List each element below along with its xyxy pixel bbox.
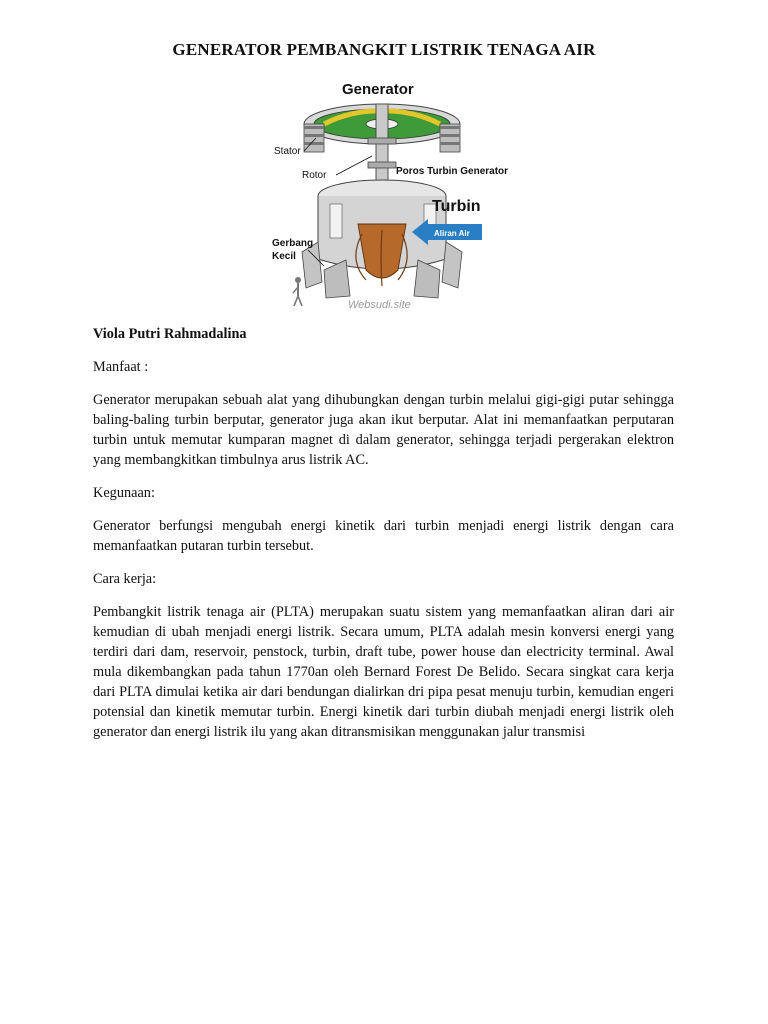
label-generator: Generator bbox=[342, 81, 414, 98]
label-shaft: Poros Turbin Generator bbox=[396, 166, 508, 177]
author-name: Viola Putri Rahmadalina bbox=[93, 326, 247, 342]
label-stator: Stator bbox=[274, 146, 301, 157]
label-gerbang-line1: Gerbang bbox=[272, 238, 314, 249]
label-turbin: Turbin bbox=[432, 198, 481, 215]
section-heading-cara-kerja: Cara kerja: bbox=[93, 571, 157, 587]
section-heading-manfaat: Manfaat : bbox=[93, 359, 149, 375]
label-gerbang-line2: Kecil bbox=[272, 251, 296, 262]
section-body-manfaat: Generator merupakan sebuah alat yang dihubungkan dengan turbin melalui gigi-gigi putar sehingga baling-baling turbin berputar, generator juga akan ikut berputar. Alat ini memanfaatkan perputaran turbin untuk memutar kumparan magnet di dalam generator, sehingga terjadi pergerakan elektron yang membangkitkan timbulnya arus listrik AC. bbox=[93, 392, 674, 468]
label-rotor: Rotor bbox=[302, 170, 327, 181]
document-body bbox=[93, 324, 674, 755]
label-aliran-air: Aliran Air bbox=[434, 229, 470, 238]
section-heading-kegunaan: Kegunaan: bbox=[93, 485, 155, 501]
watermark: Websudi.site bbox=[348, 299, 411, 311]
human-scale-figure bbox=[293, 277, 302, 306]
generator-turbine-illustration bbox=[262, 74, 508, 314]
section-body-cara-kerja: Pembangkit listrik tenaga air (PLTA) merupakan suatu sistem yang memanfaatkan aliran dari air kemudian di ubah menjadi energi listrik. Secara umum, PLTA adalah mesin konversi energi yang terdiri dari dam, reservoir, penstock, turbin, draft tube, power house dan electricity terminal. Awal mula dikembangkan pada tahun 1770an oleh Bernard Forest De Belido. Secara singkat cara kerja dari PLTA dimulai ketika air dari bendungan dialirkan dri pipa pesat menuju turbin, kemudian engeri potensial dan kinetik memutar turbin. Energi kinetik dari turbin diubah menjadi energi listrik oleh generator dan energi listrik ilu yang akan ditransmisikan menggunakan jalur transmisi bbox=[93, 604, 674, 740]
section-body-kegunaan: Generator berfungsi mengubah energi kinetik dari turbin menjadi energi listrik dengan cara memanfaatkan putaran turbin tersebut. bbox=[93, 518, 674, 554]
document-title: GENERATOR PEMBANGKIT LISTRIK TENAGA AIR bbox=[172, 40, 596, 59]
